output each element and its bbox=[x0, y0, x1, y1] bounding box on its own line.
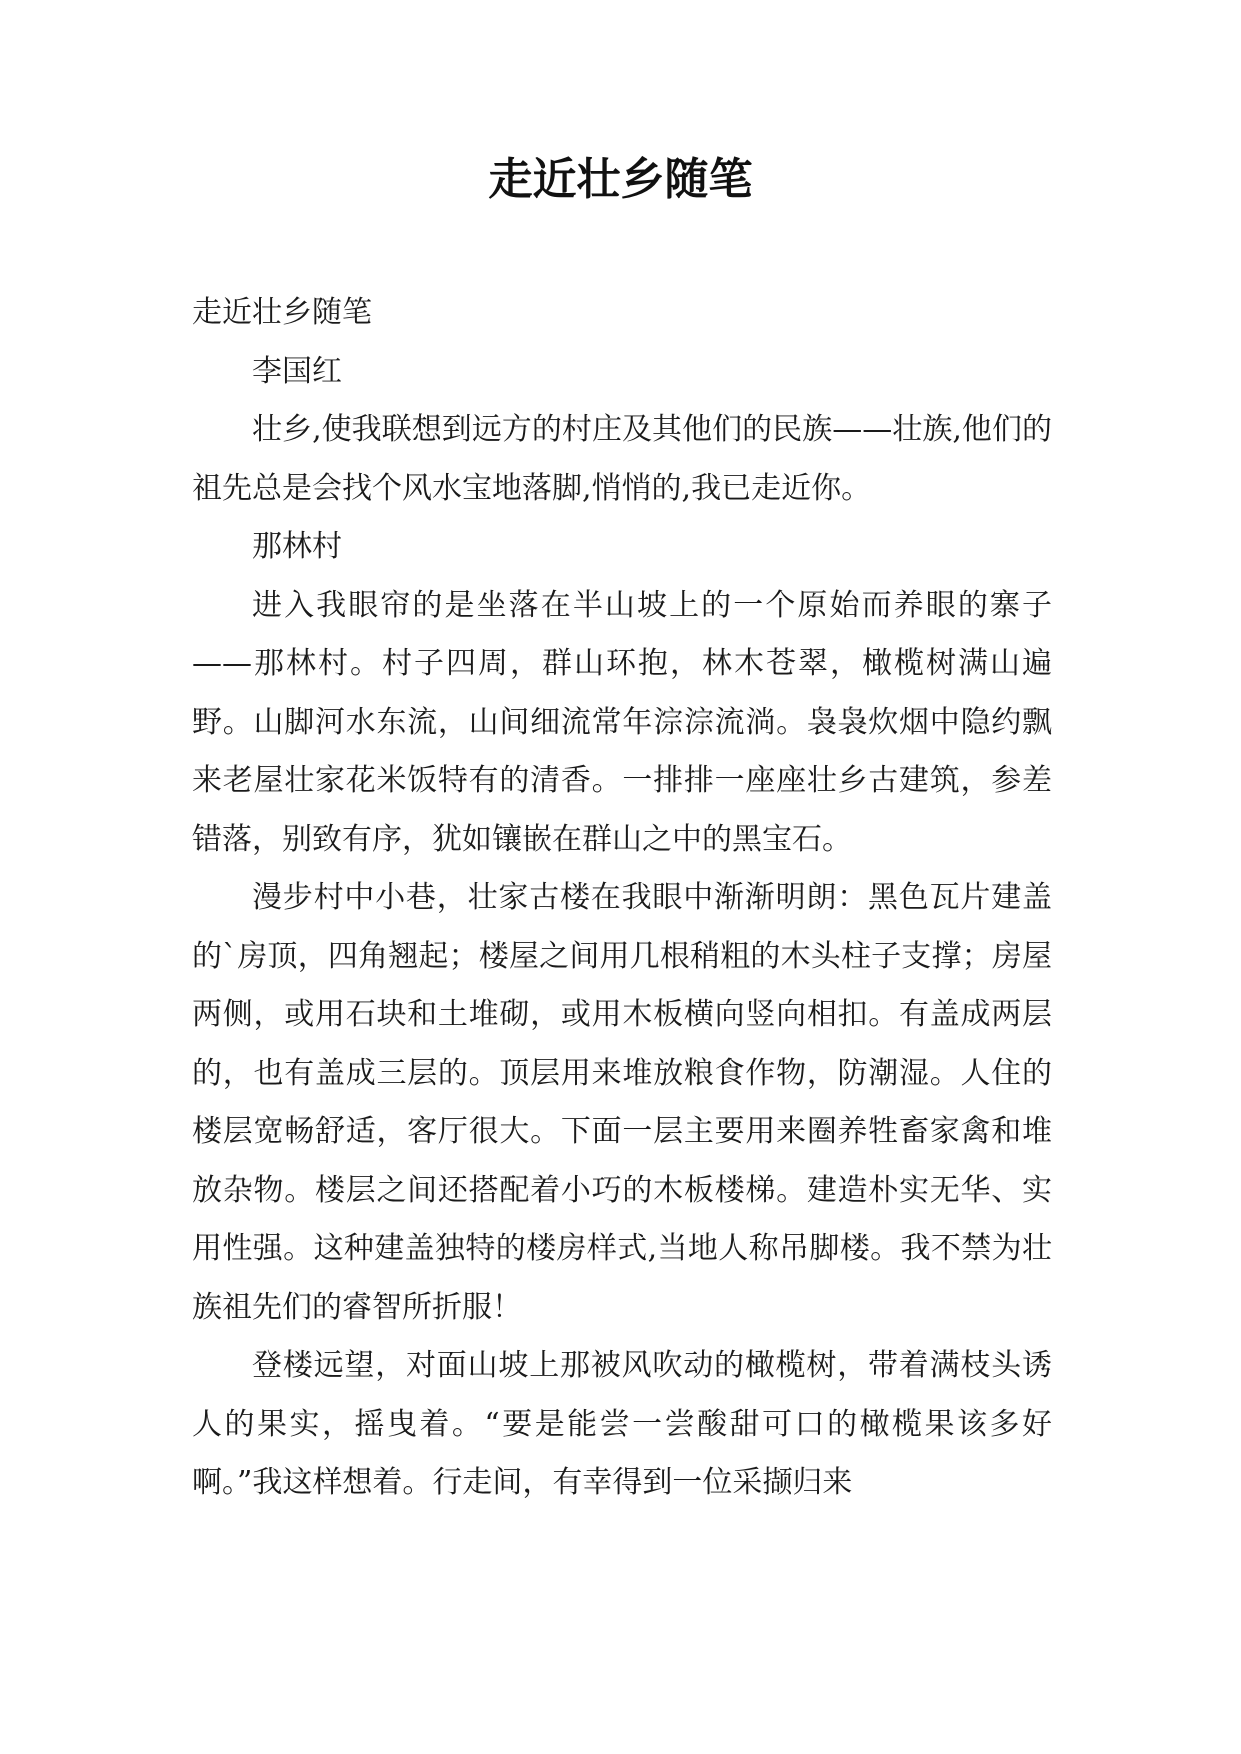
paragraph-section-heading: 那林村 bbox=[252, 529, 342, 564]
paragraph: 进入我眼帘的是坐落在半山坡上的一个原始而养眼的寨子——那林村。村子四周，群山环抱，林木苍翠，橄榄树满山遍野。山脚河水东流，山间细流常年淙淙流淌。袅袅炊烟中隐约飘来老屋壮家花米饭特有的清香。一排排一座座壮乡古建筑，参差错落，别致有序，犹如镶嵌在群山之中的黑宝石。 bbox=[192, 587, 1052, 857]
paragraph-heading: 走近壮乡随笔 bbox=[192, 295, 372, 330]
paragraph: 漫步村中小巷，壮家古楼在我眼中渐渐明朗：黑色瓦片建盖的`房顶，四角翘起；楼屋之间用几根稍粗的木头柱子支撑；房屋两侧，或用石块和土堆砌，或用木板横向竖向相扣。有盖成两层的，也有盖成三层的。顶层用来堆放粮食作物，防潮湿。人住的楼层宽畅舒适，客厅很大。下面一层主要用来圈养牲畜家禽和堆放杂物。楼层之间还搭配着小巧的木板楼梯。建造朴实无华、实用性强。这种建盖独特的楼房样式,当地人称吊脚楼。我不禁为壮族祖先们的睿智所折服！ bbox=[192, 880, 1052, 1325]
document-title: 走近壮乡随笔 bbox=[488, 154, 753, 205]
paragraph: 登楼远望，对面山坡上那被风吹动的橄榄树，带着满枝头诱人的果实，摇曳着。“要是能尝一尝酸甜可口的橄榄果该多好啊。”我这样想着。行走间，有幸得到一位采撷归来 bbox=[192, 1348, 1052, 1500]
paragraph-intro: 壮乡,使我联想到远方的村庄及其他们的民族——壮族,他们的祖先总是会找个风水宝地落脚,悄悄的,我已走近你。 bbox=[192, 412, 1052, 506]
paragraph-author: 李国红 bbox=[252, 353, 342, 389]
document-body bbox=[192, 284, 1052, 1513]
